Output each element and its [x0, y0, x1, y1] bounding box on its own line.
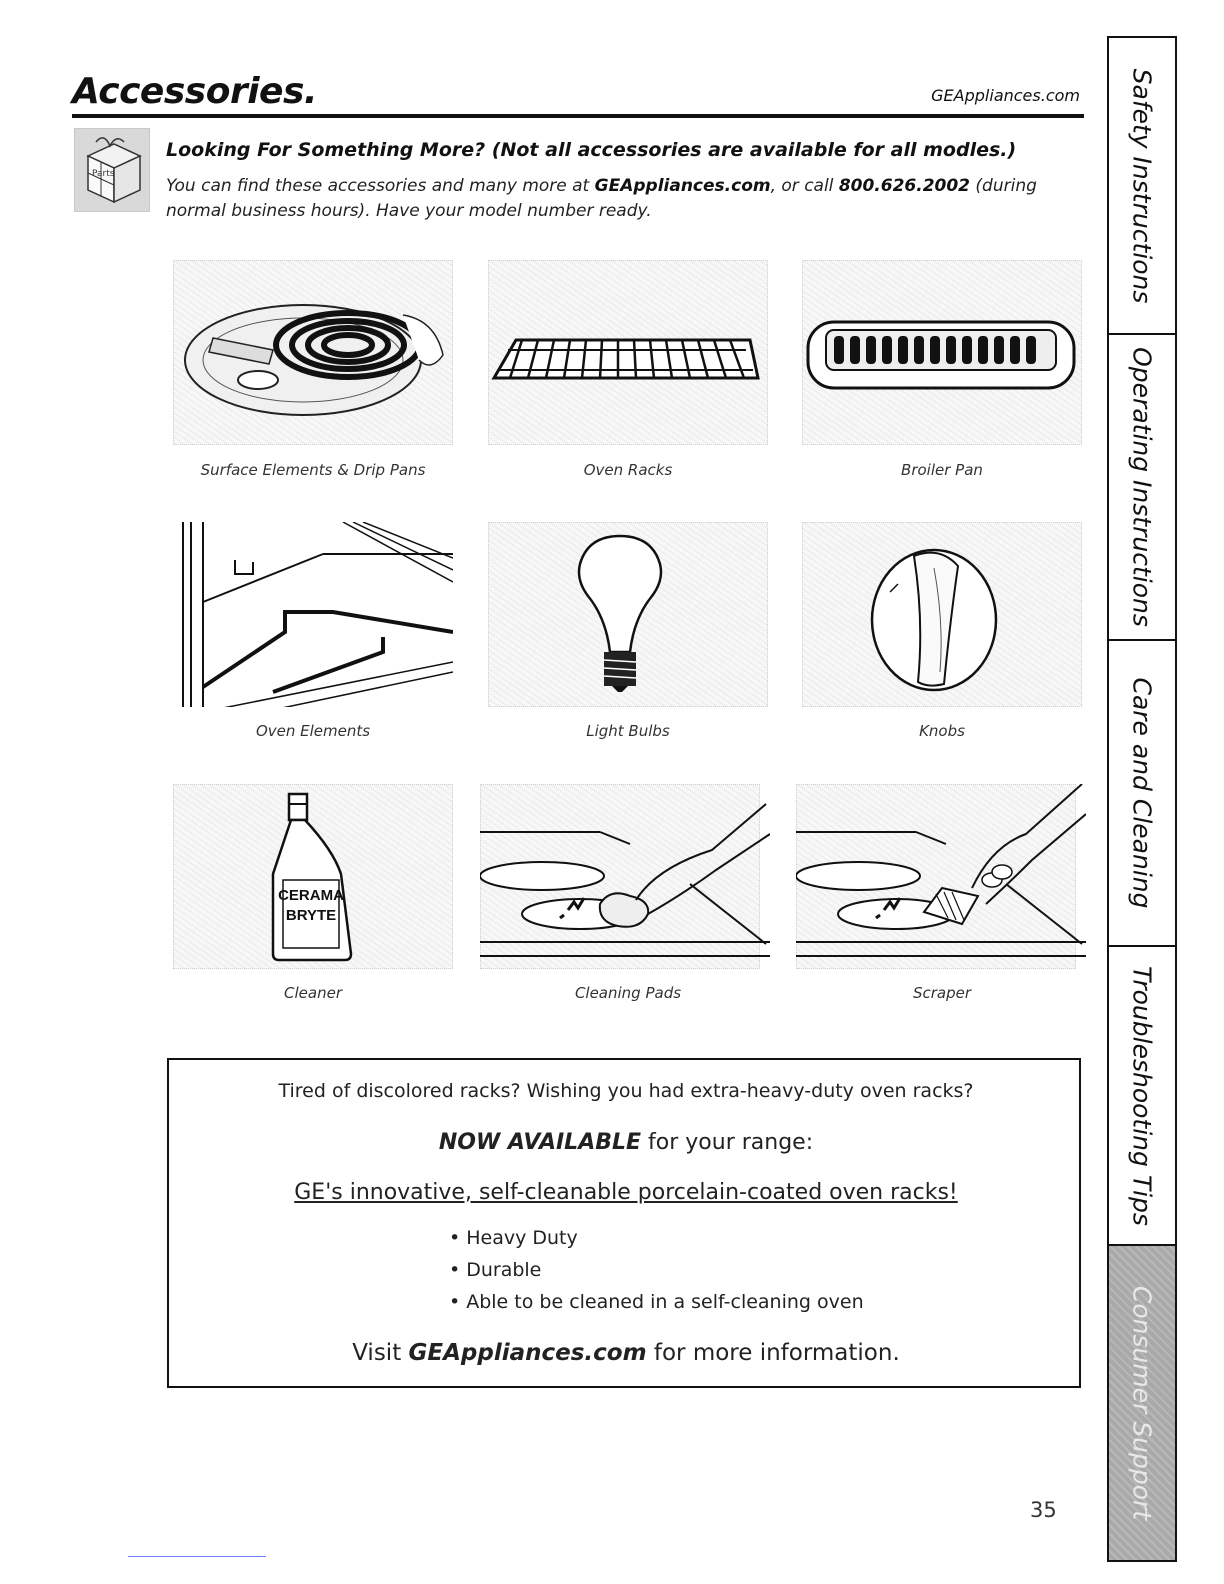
accessory-tile-oven-racks [488, 260, 768, 445]
caption-oven-elements: Oven Elements [255, 722, 371, 740]
caption-light-bulbs: Light Bulbs [586, 722, 670, 740]
accessory-tile-surface-elements [173, 260, 453, 445]
promo-now-available: NOW AVAILABLE for your range: [438, 1130, 814, 1155]
accessory-tile-cleaning-pads [480, 784, 760, 969]
promo-box [167, 1058, 1081, 1388]
feature-item: • Durable [449, 1254, 864, 1286]
accessory-tile-oven-elements [173, 522, 453, 707]
cleaner-bottle-icon [173, 784, 453, 969]
bottle-label-line2: BRYTE [285, 907, 337, 924]
caption-knobs: Knobs [919, 722, 965, 740]
promo-site-link[interactable]: GEAppliances.com [408, 1340, 647, 1366]
tab-safety-instructions[interactable]: Safety Instructions [1109, 38, 1175, 335]
caption-oven-racks: Oven Racks [583, 461, 673, 479]
oven-element-icon [173, 522, 453, 707]
promo-feature-list [449, 1222, 864, 1318]
broiler-pan-icon [802, 260, 1082, 445]
intro-site-link[interactable]: GEAppliances.com [594, 176, 771, 196]
accessory-tile-broiler-pan [802, 260, 1082, 445]
oven-rack-icon [488, 260, 768, 445]
bottle-label-line1: CERAMA [278, 887, 344, 904]
accessory-tile-scraper [796, 784, 1076, 969]
cleaning-pad-icon [480, 784, 770, 969]
site-url[interactable]: GEAppliances.com [931, 86, 1080, 105]
surface-element-drip-pan-icon [173, 260, 453, 445]
caption-surface-elements: Surface Elements & Drip Pans [200, 461, 426, 479]
tab-consumer-support[interactable]: Consumer Support [1109, 1246, 1175, 1560]
page-title: Accessories. [72, 71, 318, 112]
light-bulb-icon [488, 522, 768, 707]
caption-cleaner: Cleaner [284, 984, 342, 1002]
accessory-tile-knobs [802, 522, 1082, 707]
intro-heading: Looking For Something More? (Not all accessories are available for all modles.) [166, 139, 1017, 161]
phone-number: 800.626.2002 [838, 176, 971, 196]
section-tabs [1107, 36, 1177, 1562]
caption-cleaning-pads: Cleaning Pads [574, 984, 682, 1002]
accessory-tile-cleaner [173, 784, 453, 969]
promo-visit: Visit GEAppliances.com for more information. [352, 1340, 900, 1366]
parts-box-icon [74, 128, 150, 212]
tab-operating-instructions[interactable]: Operating Instructions [1109, 335, 1175, 641]
footer-divider [128, 1556, 266, 1557]
feature-item: • Able to be cleaned in a self-cleaning oven [449, 1286, 864, 1318]
accessory-tile-light-bulbs [488, 522, 768, 707]
feature-item: • Heavy Duty [449, 1222, 864, 1254]
title-rule [72, 114, 1084, 118]
intro-text: You can find these accessories and many more at GEAppliances.com, or call 800.626.2002 (during normal business hours). Have your model number ready. [166, 176, 1037, 221]
caption-scraper: Scraper [912, 984, 972, 1002]
tab-troubleshooting-tips[interactable]: Troubleshooting Tips [1109, 947, 1175, 1246]
promo-question: Tired of discolored racks? Wishing you had extra-heavy-duty oven racks? [278, 1080, 974, 1102]
caption-broiler-pan: Broiler Pan [901, 461, 983, 479]
promo-headline: GE's innovative, self-cleanable porcelain-coated oven racks! [294, 1180, 958, 1205]
tab-care-and-cleaning[interactable]: Care and Cleaning [1109, 641, 1175, 947]
page-number: 35 [1030, 1498, 1057, 1522]
parts-label: Parts [92, 169, 115, 179]
scraper-icon [796, 784, 1086, 969]
knob-icon [802, 522, 1082, 707]
